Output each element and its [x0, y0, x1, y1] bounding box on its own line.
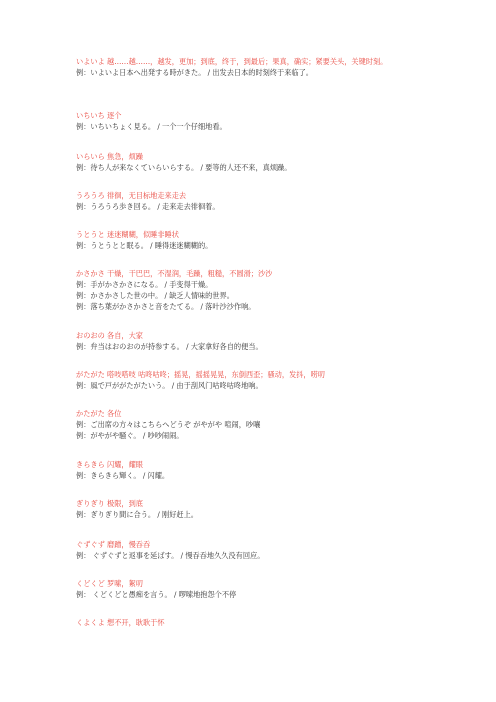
- entry-kirakira: [76, 459, 428, 481]
- entry-headword: ぐずぐず 磨蹭，慢吞吞: [76, 540, 151, 549]
- entry-urouro: [76, 190, 428, 212]
- entry-kuyokuyo: [76, 617, 428, 628]
- entry-girigiri: [76, 498, 428, 520]
- entry-utouto: [76, 229, 428, 251]
- entry-headword: かさかさ 干燥，干巴巴，不湿润，毛躁，粗糙，不圆滑；沙沙: [76, 269, 273, 278]
- example-sentence: 例： ぐずぐずと返事を延ばす。 / 慢吞吞地久久没有回应。: [76, 551, 265, 560]
- example-sentence: 例：いよいよ日本へ出発する時がきた。 / 出发去日本的时刻终于来临了。: [76, 68, 313, 77]
- example-sentence: 例：待ち人が来なくていらいらする。 / 要等的人还不来，真烦躁。: [76, 163, 292, 172]
- entry-headword: ぎりぎり 极限，到底: [76, 499, 143, 508]
- entry-onoono: [76, 330, 428, 352]
- entry-kasakasa: [76, 268, 428, 312]
- entry-headword: いらいら 焦急，烦躁: [76, 152, 143, 161]
- entry-ichiichi: [76, 110, 428, 132]
- entry-headword: いよいよ 越……越……，越发，更加；到底，终于，到最后；果真，确实；紧要关头，关键时刻。: [76, 57, 388, 66]
- entry-iraira: [76, 151, 428, 173]
- example-sentence: 例：落ち葉がかさかさと音をたてる。 / 落叶沙沙作响。: [76, 302, 256, 311]
- example-sentence: 例：いちいちょく見る。 / 一个一个仔细地看。: [76, 122, 227, 131]
- example-sentence: 例：がやがや騒ぐ。 / 吵吵闹闹。: [76, 431, 184, 440]
- example-sentence: 例：きらきら輝く。 / 闪耀。: [76, 471, 170, 480]
- entry-headword: おのおの 各自，大家: [76, 331, 143, 340]
- entry-kudokudo: [76, 578, 428, 600]
- entry-headword: うろうろ 徘徊，无目标地走来走去: [76, 191, 187, 200]
- entry-iyoiyo: [76, 56, 428, 78]
- entry-headword: きらきら 闪耀，耀眼: [76, 460, 143, 469]
- example-sentence: 例：ぎりぎり間に合う。 / 刚好赶上。: [76, 510, 198, 519]
- example-sentence: 例：手がかさかさになる。 / 手变得干燥。: [76, 280, 213, 289]
- example-sentence: 例：弁当はおのおのが持参する。 / 大家拿好各自的便当。: [76, 342, 263, 351]
- entry-headword: うとうと 迷迷糊糊，似睡非睡状: [76, 230, 179, 239]
- entry-headword: くどくど 罗嗦，絮叨: [76, 579, 143, 588]
- example-sentence: 例：風で戸ががたがたいう。 / 由于刮风门咕咚咕咚地响。: [76, 381, 263, 390]
- example-sentence: 例：うろうろ歩き回る。 / 走来走去徘徊着。: [76, 202, 220, 211]
- example-sentence: 例：うとうとと眠る。 / 睡得迷迷糊糊的。: [76, 241, 213, 250]
- entry-gatagata: [76, 369, 428, 391]
- entry-headword: がたがた 嗒吱嗒吱 咕咚咕咚；摇晃，摇摇晃晃，东倒西歪；骚动，发抖，唠叨: [76, 370, 325, 379]
- entry-guzuguzu: [76, 539, 428, 561]
- entry-headword: くよくよ 想不开，耿耿于怀: [76, 618, 165, 627]
- entry-headword: いちいち 逐个: [76, 111, 122, 120]
- example-sentence: 例：かさかさした世の中。 / 缺乏人情味的世界。: [76, 291, 234, 300]
- example-sentence: 例： くどくどと愚痴を言う。 / 啰嗦地抱怨个不停: [76, 590, 237, 599]
- example-sentence: 例：ご出席の方々はこちらへどうぞ がやがや 喧闹，吵嚷: [76, 420, 261, 429]
- entry-headword: かたがた 各位: [76, 409, 122, 418]
- entry-katagata: [76, 408, 428, 441]
